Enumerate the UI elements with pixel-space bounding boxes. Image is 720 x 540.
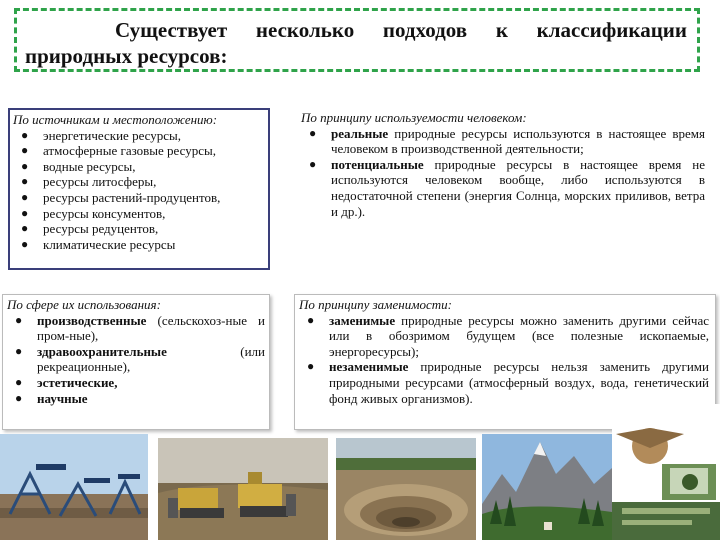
sphere-heading: По сфере их использования: <box>7 297 161 312</box>
list-item-text: ресурсы консументов, <box>43 205 166 221</box>
list-item-text: природные ресурсы нельзя заменить другими природными ресурсами (атмосферный воздух, вода, генетический фонд живых организмов). <box>329 359 709 406</box>
list-item <box>7 313 265 344</box>
list-item <box>13 143 265 159</box>
list-item <box>7 375 265 391</box>
bullet-icon: ● <box>21 205 29 220</box>
list-item <box>299 359 709 406</box>
collage-photo <box>612 404 720 540</box>
page-title: Существует несколько подходов к классификации природных ресурсов: <box>25 18 687 68</box>
bullet-icon: ● <box>21 143 29 158</box>
sources-box <box>8 108 270 270</box>
bullet-icon: ● <box>307 312 315 327</box>
oil-field-photo <box>0 434 148 540</box>
list-item <box>13 159 265 175</box>
list-item-text: климатические ресурсы <box>43 236 176 252</box>
list-item-term: эстетические, <box>37 374 118 390</box>
replace-list <box>299 313 709 407</box>
bullet-icon: ● <box>21 189 29 204</box>
list-item <box>13 221 265 237</box>
list-item-text: ресурсы растений-продуцентов, <box>43 189 221 205</box>
title-box <box>14 8 700 72</box>
list-item-text: водные ресурсы, <box>43 158 136 174</box>
bullet-icon: ● <box>21 236 29 251</box>
usability-box <box>298 108 708 253</box>
sources-list <box>13 128 265 253</box>
list-item-text: (или рекреационные), <box>37 343 265 375</box>
bullet-icon: ● <box>15 312 23 327</box>
bullet-icon: ● <box>309 156 317 171</box>
list-item-text: ресурсы литосферы, <box>43 174 157 190</box>
list-item <box>301 157 705 219</box>
list-item <box>299 313 709 360</box>
list-item <box>13 128 265 144</box>
list-item <box>13 237 265 253</box>
usability-heading: По принципу используемости человеком: <box>301 110 527 125</box>
sphere-box <box>2 294 270 430</box>
list-item <box>301 126 705 157</box>
usability-list <box>301 126 705 220</box>
list-item-term: реальные <box>331 125 389 141</box>
list-item-term: потенциальные <box>331 156 424 172</box>
bullet-icon: ● <box>21 158 29 173</box>
list-item-text: атмосферные газовые ресурсы, <box>43 143 216 159</box>
bullet-icon: ● <box>21 221 29 236</box>
list-item <box>7 391 265 407</box>
bullet-icon: ● <box>307 359 315 374</box>
sphere-list <box>7 313 265 407</box>
bullet-icon: ● <box>21 174 29 189</box>
quarry-photo <box>336 438 476 540</box>
sources-heading: По источникам и местоположению: <box>13 112 218 127</box>
list-item-text: (сельскохоз-ные и пром-ные), <box>37 312 265 344</box>
list-item-text: природные ресурсы можно заменить другими сейчас или в обозримом будущем (все полезные ископаемые, энергоресурсы); <box>329 312 709 359</box>
bullet-icon: ● <box>15 343 23 358</box>
list-item-text: природные ресурсы используются в настоящее время человеком в производственной деятельности; <box>331 125 705 157</box>
bullet-icon: ● <box>21 127 29 142</box>
list-item-text: энергетические ресурсы, <box>43 127 182 143</box>
replace-heading: По принципу заменимости: <box>299 297 452 312</box>
list-item-term: здравоохранительные <box>37 343 167 359</box>
list-item-text: природные ресурсы в настоящее время не используются человеком вообще, либо используются в недостаточной степени (энергия Солнца, морских приливов, ветра и др.). <box>331 156 705 219</box>
mountains-photo <box>482 434 612 540</box>
bulldozer-photo <box>158 438 328 540</box>
bullet-icon: ● <box>15 374 23 389</box>
list-item-text: ресурсы редуцентов, <box>43 221 159 237</box>
list-item-term: производственные <box>37 312 147 328</box>
list-item <box>13 206 265 222</box>
list-item-term: незаменимые <box>329 359 409 375</box>
list-item <box>13 190 265 206</box>
list-item <box>13 174 265 190</box>
list-item <box>7 344 265 375</box>
bullet-icon: ● <box>309 125 317 140</box>
list-item-term: научные <box>37 390 88 406</box>
list-item-term: заменимые <box>329 312 396 328</box>
bullet-icon: ● <box>15 390 23 405</box>
